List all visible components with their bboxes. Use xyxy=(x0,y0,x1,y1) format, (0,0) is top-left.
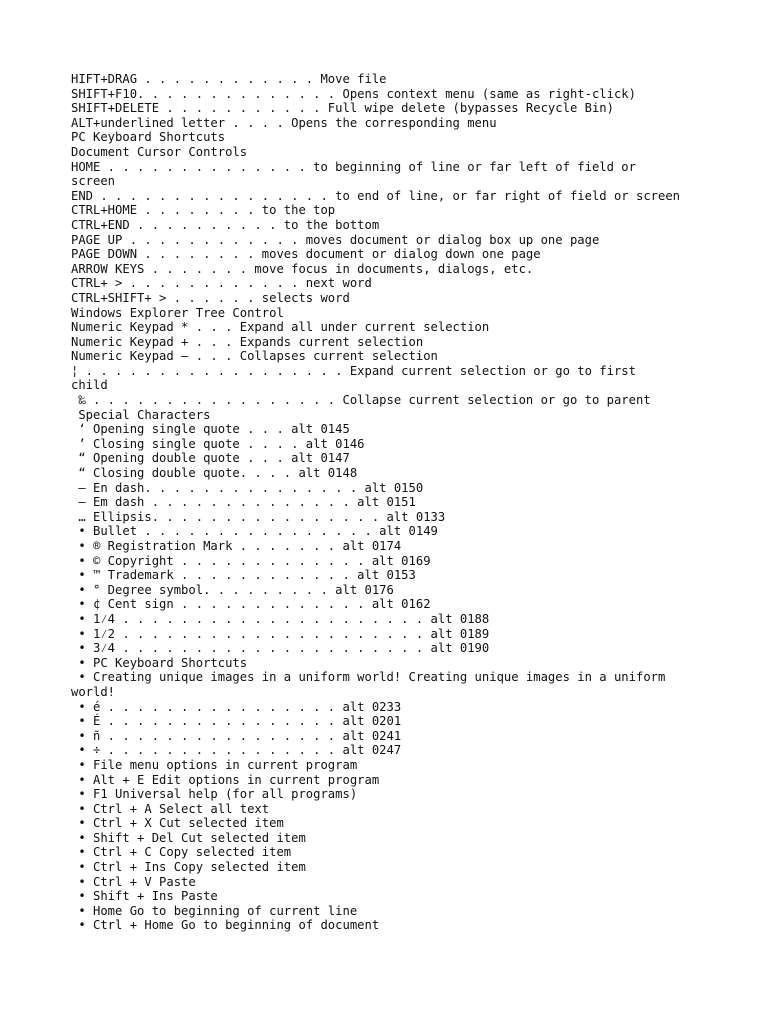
text-line: • Shift + Del Cut selected item xyxy=(71,830,306,845)
text-line: “ Closing double quote. . . . alt 0148 xyxy=(71,466,358,481)
text-line: — Em dash . . . . . . . . . . . . . . alt 0151 xyxy=(71,495,416,510)
text-line: ARROW KEYS . . . . . . . move focus in documents, dialogs, etc. xyxy=(71,261,534,276)
text-line: Special Characters xyxy=(71,407,211,422)
text-line: • Ctrl + A Select all text xyxy=(71,801,270,816)
text-line: • Ctrl + X Cut selected item xyxy=(71,816,284,831)
text-line: • Home Go to beginning of current line xyxy=(71,903,358,918)
text-line: • PC Keyboard Shortcuts xyxy=(71,655,248,670)
text-line: • Ctrl + Ins Copy selected item xyxy=(71,860,306,875)
text-line: PAGE DOWN . . . . . . . . moves document or dialog down one page xyxy=(71,247,541,262)
text-line: CTRL+SHIFT+ > . . . . . . selects word xyxy=(71,290,350,305)
text-line: “ Opening double quote . . . alt 0147 xyxy=(71,451,350,466)
text-line: • ° Degree symbol. . . . . . . . . alt 0176 xyxy=(71,582,394,597)
text-line: • F1 Universal help (for all programs) xyxy=(71,787,358,802)
text-line: • ñ . . . . . . . . . . . . . . . . alt 0241 xyxy=(71,728,402,743)
text-line: PAGE UP . . . . . . . . . . . . moves document or dialog box up one page xyxy=(71,232,600,247)
text-line: ’ Closing single quote . . . . alt 0146 xyxy=(71,436,365,451)
document-page xyxy=(71,72,711,933)
text-line: • ™ Trademark . . . . . . . . . . . . alt 0153 xyxy=(71,568,416,583)
text-line: • Ctrl + C Copy selected item xyxy=(71,845,292,860)
text-line: • Alt + E Edit options in current program xyxy=(71,772,380,787)
text-line: CTRL+END . . . . . . . . . . to the bottom xyxy=(71,217,380,232)
text-line: world! xyxy=(71,684,116,699)
text-line: ALT+underlined letter . . . . Opens the corresponding menu xyxy=(71,115,497,130)
text-line: Windows Explorer Tree Control xyxy=(71,305,284,320)
text-line: • 1⁄4 . . . . . . . . . . . . . . . . . . . . . alt 0188 xyxy=(71,611,490,626)
text-line: Numeric Keypad – . . . Collapses current selection xyxy=(71,349,438,364)
text-line: ‰ . . . . . . . . . . . . . . . . . Collapse current selection or go to parent xyxy=(71,393,651,408)
text-line: child xyxy=(71,378,108,393)
text-line: • ¢ Cent sign . . . . . . . . . . . . . alt 0162 xyxy=(71,597,431,612)
text-line: CTRL+HOME . . . . . . . . to the top xyxy=(71,203,336,218)
text-line: • É . . . . . . . . . . . . . . . . alt 0201 xyxy=(71,714,402,729)
text-line: • © Copyright . . . . . . . . . . . . . alt 0169 xyxy=(71,553,431,568)
text-line: ‘ Opening single quote . . . alt 0145 xyxy=(71,422,350,437)
text-line: HIFT+DRAG . . . . . . . . . . . . Move file xyxy=(71,72,387,86)
text-line: PC Keyboard Shortcuts xyxy=(71,130,226,145)
text-line: • ® Registration Mark . . . . . . . alt 0174 xyxy=(71,539,402,553)
text-line: • Bullet . . . . . . . . . . . . . . . . alt 0149 xyxy=(71,524,438,539)
text-line: • Ctrl + Home Go to beginning of document xyxy=(71,918,380,933)
text-line: • Creating unique images in a uniform world! Creating unique images in a uniform xyxy=(71,670,666,685)
text-line: • é . . . . . . . . . . . . . . . . alt 0233 xyxy=(71,699,402,714)
text-line: • 3⁄4 . . . . . . . . . . . . . . . . . . . . . alt 0190 xyxy=(71,641,490,656)
text-line: • File menu options in current program xyxy=(71,757,358,772)
text-line: … Ellipsis. . . . . . . . . . . . . . . . alt 0133 xyxy=(71,509,446,524)
text-line: • ÷ . . . . . . . . . . . . . . . . alt 0247 xyxy=(71,743,402,758)
text-line: Numeric Keypad + . . . Expands current selection xyxy=(71,334,424,349)
text-line: CTRL+ > . . . . . . . . . . . . next word xyxy=(71,276,372,291)
text-line: screen xyxy=(71,174,116,189)
text-line: HOME . . . . . . . . . . . . . . to beginning of line or far left of field or xyxy=(71,159,636,174)
text-line: ¦ . . . . . . . . . . . . . . . . . . Expand current selection or go to first xyxy=(71,363,636,378)
text-line: • Ctrl + V Paste xyxy=(71,874,196,889)
text-line: END . . . . . . . . . . . . . . . . to end of line, or far right of field or screen xyxy=(71,188,681,203)
text-line: • 1⁄2 . . . . . . . . . . . . . . . . . . . . . alt 0189 xyxy=(71,626,490,641)
text-line: SHIFT+F10. . . . . . . . . . . . . . Opens context menu (same as right-click) xyxy=(71,86,636,101)
text-line: Numeric Keypad * . . . Expand all under current selection xyxy=(71,320,490,335)
text-line: – En dash. . . . . . . . . . . . . . . alt 0150 xyxy=(71,480,424,495)
text-line: SHIFT+DELETE . . . . . . . . . . . Full wipe delete (bypasses Recycle Bin) xyxy=(71,101,614,116)
text-line: • Shift + Ins Paste xyxy=(71,889,218,904)
text-line: Document Cursor Controls xyxy=(71,144,248,159)
